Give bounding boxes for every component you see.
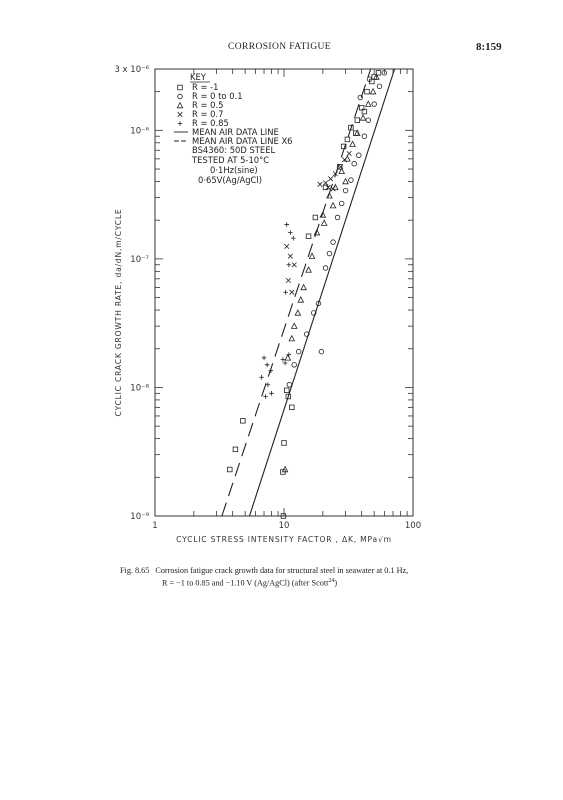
data-point [323, 181, 328, 186]
data-point [306, 234, 311, 239]
data-point [360, 115, 365, 120]
data-point [335, 215, 340, 220]
running-title: CORROSION FATIGUE [228, 42, 331, 52]
data-point [358, 95, 363, 100]
data-point [290, 290, 295, 295]
data-point [372, 102, 377, 107]
legend-title: KEY [190, 72, 206, 82]
data-point [290, 405, 295, 410]
data-point [366, 101, 371, 106]
data-point [318, 182, 323, 187]
data-point [283, 361, 288, 366]
series-2 [287, 71, 387, 387]
data-point [241, 419, 246, 424]
data-point [365, 89, 370, 94]
data-point [323, 266, 328, 271]
data-point [227, 467, 232, 472]
legend-label: R = 0.85 [192, 118, 229, 128]
x-tick-label: 10 [278, 521, 290, 531]
legend-marker [178, 112, 183, 117]
data-point [370, 89, 375, 94]
data-point [327, 251, 332, 256]
data-point [352, 161, 357, 166]
data-point [320, 212, 325, 217]
x-tick-label: 1 [152, 521, 158, 531]
data-point [286, 278, 291, 283]
legend-marker [177, 103, 182, 108]
data-point [327, 193, 332, 198]
y-tick-label: 3 x 10⁻⁶ [114, 65, 149, 75]
caption-line-2-wrap [120, 576, 472, 589]
legend-label: MEAN AIR DATA LINE [192, 127, 279, 137]
data-point [322, 220, 327, 225]
y-axis-label: CYCLIC CRACK GROWTH RATE, da/dN,m/CYCLE [114, 208, 123, 417]
y-tick-label: 10⁻⁷ [130, 254, 149, 265]
data-point [298, 297, 303, 302]
legend-label: R = 0.5 [192, 100, 224, 110]
data-point [349, 178, 354, 183]
legend-marker [178, 85, 183, 90]
data-point [319, 349, 324, 354]
x-tick-label: 100 [404, 521, 422, 531]
y-tick-label: 10⁻⁶ [130, 126, 149, 137]
data-point [265, 363, 270, 368]
legend-note: 0·1Hz(sine) [210, 165, 258, 175]
data-point [292, 323, 297, 328]
data-point [233, 447, 238, 452]
data-point [289, 336, 294, 341]
legend-marker [178, 121, 183, 126]
data-point [339, 201, 344, 206]
data-point [281, 357, 286, 362]
data-point [287, 262, 292, 267]
caption-number: Fig. 8.65 [120, 566, 150, 575]
data-point [314, 230, 319, 235]
data-point [292, 363, 297, 368]
legend-label: R = -1 [192, 82, 219, 92]
legend-note: TESTED AT 5-10°C [192, 155, 270, 165]
data-point [306, 267, 311, 272]
y-tick-label: 10⁻⁹ [130, 512, 149, 522]
data-point [288, 254, 293, 259]
data-point [284, 388, 289, 393]
data-point [347, 151, 352, 156]
data-point [350, 141, 355, 146]
figure-caption [120, 565, 472, 589]
y-tick-label: 10⁻⁸ [130, 383, 149, 394]
legend-note: 0·65V(Ag/AgCl) [198, 175, 262, 185]
legend-note: BS4360: 50D STEEL [192, 145, 276, 155]
data-point [313, 215, 318, 220]
data-point [262, 356, 267, 361]
data-point [287, 382, 292, 387]
data-point [266, 382, 271, 387]
data-point [345, 137, 350, 142]
data-point [331, 240, 336, 245]
data-point [292, 262, 297, 267]
data-point [323, 185, 328, 190]
caption-reference: 24 [328, 578, 335, 584]
data-point [283, 290, 288, 295]
data-point [288, 230, 293, 235]
data-point [356, 153, 361, 158]
data-point [295, 310, 300, 315]
data-point [377, 84, 382, 89]
data-point [291, 236, 296, 241]
legend-label: R = 0.7 [192, 109, 224, 119]
x-axis-label: CYCLIC STRESS INTENSITY FACTOR , ΔK, MPa√m [176, 535, 392, 544]
caption-line-2-end: ) [334, 578, 338, 588]
data-point [285, 355, 290, 360]
legend-label: R = 0 to 0.1 [192, 91, 243, 101]
data-point [284, 244, 289, 249]
data-point [282, 441, 287, 446]
data-point [362, 134, 367, 139]
legend-label: MEAN AIR DATA LINE X6 [192, 136, 293, 146]
data-point [330, 203, 335, 208]
legend [174, 72, 293, 185]
legend-marker [178, 94, 183, 99]
data-point [263, 394, 268, 399]
data-point [328, 176, 333, 181]
data-point [343, 179, 348, 184]
data-point [309, 253, 314, 258]
caption-line-1: Corrosion fatigue crack growth data for structural steel in seawater at 0.1 Hz, [155, 566, 409, 575]
data-point [366, 118, 371, 123]
series-4 [284, 151, 351, 294]
data-point [355, 118, 360, 123]
data-point [343, 188, 348, 193]
data-point [331, 187, 336, 192]
data-point [284, 222, 289, 227]
data-point [296, 349, 301, 354]
data-point [269, 391, 274, 396]
data-point [259, 375, 264, 380]
data-point [301, 285, 306, 290]
caption-line-2: R = −1 to 0.85 and −1.10 V (Ag/AgCl) (after Scott [162, 578, 329, 588]
page-number: 8:159 [476, 41, 502, 53]
